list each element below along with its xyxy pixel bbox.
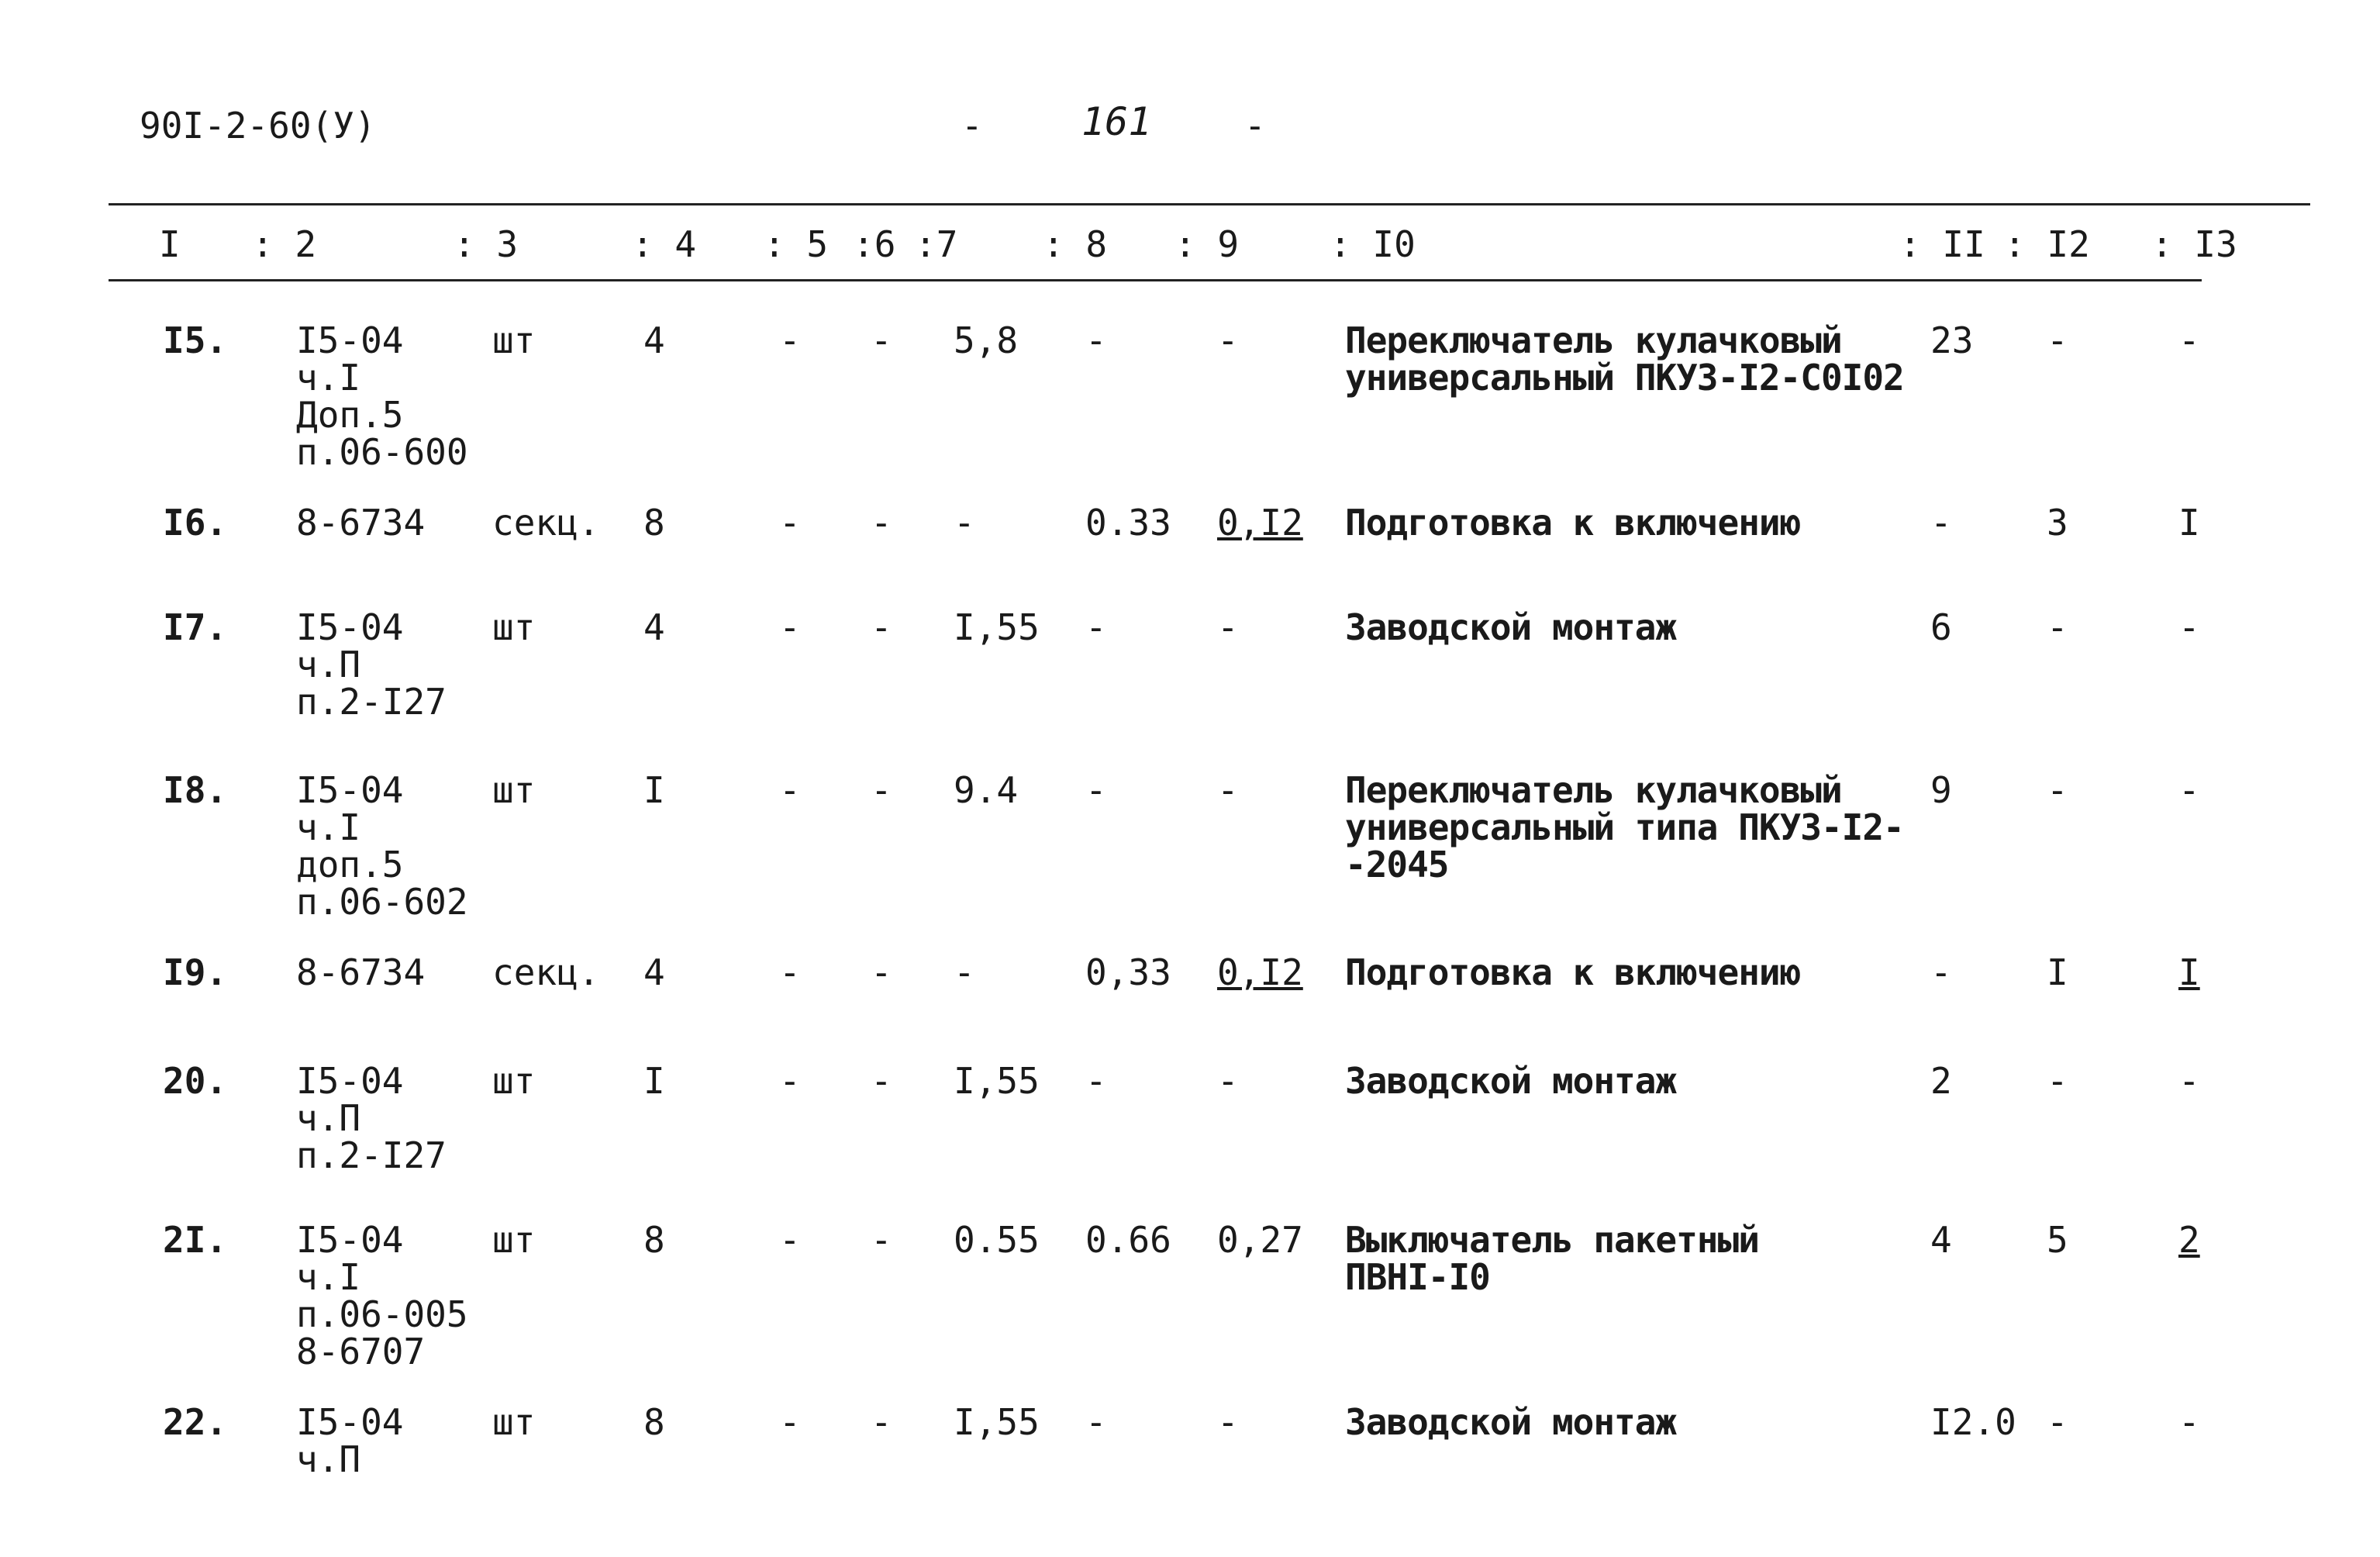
table-cell-c11: 9	[1930, 769, 1952, 811]
table-cell-c9: -	[1217, 1401, 1239, 1443]
table-cell-c6: -	[871, 502, 892, 544]
table-cell-c12: -	[2047, 319, 2068, 361]
table-cell-c10: Выключатель пакетный ПВНI-I0	[1345, 1219, 1759, 1298]
column-header: I	[159, 223, 181, 265]
table-cell-c12: -	[2047, 606, 2068, 648]
table-cell-c1: I5.	[163, 319, 228, 361]
table-cell-c8: 0,33	[1085, 951, 1171, 993]
table-cell-c2: I5-04 ч.П	[296, 1401, 404, 1480]
table-cell-c13: -	[2178, 1401, 2200, 1443]
table-cell-c13: 2	[2178, 1219, 2200, 1261]
table-cell-c6: -	[871, 1401, 892, 1443]
table-cell-c11: -	[1930, 951, 1952, 993]
table-cell-c3: секц.	[492, 951, 600, 993]
table-cell-c2: I5-04 ч.I доп.5 п.06-602	[296, 769, 468, 923]
document-code: 90I-2-60(У)	[140, 105, 376, 147]
table-cell-c12: -	[2047, 769, 2068, 811]
table-cell-c9: -	[1217, 769, 1239, 811]
table-cell-c6: -	[871, 769, 892, 811]
table-cell-c10: Заводской монтаж	[1345, 606, 1677, 648]
column-header: : 9	[1174, 223, 1240, 265]
table-cell-c2: I5-04 ч.I п.06-005 8-6707	[296, 1219, 468, 1372]
table-cell-c4: 8	[643, 1401, 665, 1443]
table-cell-c10: Заводской монтаж	[1345, 1060, 1677, 1102]
table-cell-c3: секц.	[492, 502, 600, 544]
table-cell-c2: I5-04 ч.I Доп.5 п.06-600	[296, 319, 468, 473]
table-cell-c4: 4	[643, 951, 665, 993]
table-cell-c1: I7.	[163, 606, 228, 648]
table-cell-c1: I6.	[163, 502, 228, 544]
table-cell-c2: I5-04 ч.П п.2-I27	[296, 606, 447, 723]
column-header: : 4	[632, 223, 697, 265]
table-cell-c7: -	[954, 502, 975, 544]
table-cell-c1: I9.	[163, 951, 228, 993]
table-cell-c9: 0,I2	[1217, 951, 1303, 993]
table-cell-c10: Подготовка к включению	[1345, 502, 1801, 544]
page-number: 161	[1081, 99, 1152, 144]
table-cell-c7: 5,8	[954, 319, 1019, 361]
table-cell-c1: 22.	[163, 1401, 228, 1443]
table-cell-c9: 0,27	[1217, 1219, 1303, 1261]
table-cell-c3: шт	[492, 319, 536, 361]
table-cell-c13: I	[2178, 502, 2200, 544]
table-cell-c4: 8	[643, 502, 665, 544]
table-cell-c1: 2I.	[163, 1219, 228, 1261]
table-cell-c12: -	[2047, 1060, 2068, 1102]
table-cell-c9: -	[1217, 1060, 1239, 1102]
table-cell-c13: -	[2178, 769, 2200, 811]
table-cell-c7: I,55	[954, 606, 1040, 648]
table-cell-c11: -	[1930, 502, 1952, 544]
table-cell-c5: -	[779, 1401, 801, 1443]
table-cell-c12: 5	[2047, 1219, 2068, 1261]
table-cell-c10: Подготовка к включению	[1345, 951, 1801, 993]
table-cell-c4: 4	[643, 319, 665, 361]
table-cell-c5: -	[779, 606, 801, 648]
table-cell-c8: -	[1085, 1401, 1107, 1443]
table-cell-c10: Заводской монтаж	[1345, 1401, 1677, 1443]
table-cell-c1: I8.	[163, 769, 228, 811]
table-cell-c7: -	[954, 951, 975, 993]
table-cell-c3: шт	[492, 606, 536, 648]
table-cell-c9: -	[1217, 319, 1239, 361]
table-cell-c4: 8	[643, 1219, 665, 1261]
table-cell-c7: 9.4	[954, 769, 1019, 811]
column-header: : 3	[454, 223, 519, 265]
table-cell-c6: -	[871, 319, 892, 361]
table-cell-c8: -	[1085, 606, 1107, 648]
table-cell-c7: I,55	[954, 1401, 1040, 1443]
table-cell-c9: -	[1217, 606, 1239, 648]
table-cell-c8: -	[1085, 1060, 1107, 1102]
table-cell-c2: I5-04 ч.П п.2-I27	[296, 1060, 447, 1176]
column-header: : 2	[252, 223, 317, 265]
table-cell-c12: -	[2047, 1401, 2068, 1443]
table-cell-c4: 4	[643, 606, 665, 648]
table-cell-c5: -	[779, 1219, 801, 1261]
table-cell-c11: 2	[1930, 1060, 1952, 1102]
table-cell-c11: 23	[1930, 319, 1974, 361]
table-cell-c5: -	[779, 951, 801, 993]
table-cell-c7: I,55	[954, 1060, 1040, 1102]
table-cell-c6: -	[871, 606, 892, 648]
table-cell-c9: 0,I2	[1217, 502, 1303, 544]
table-cell-c3: шт	[492, 1060, 536, 1102]
table-cell-c5: -	[779, 769, 801, 811]
table-cell-c10: Переключатель кулачковый универсальный типа ПКУЗ-I2- -2045	[1345, 769, 1904, 886]
table-cell-c8: 0.33	[1085, 502, 1171, 544]
table-cell-c13: -	[2178, 1060, 2200, 1102]
page-dash-left: -	[961, 105, 983, 147]
table-cell-c11: 4	[1930, 1219, 1952, 1261]
column-header: : I3	[2151, 223, 2237, 265]
table-cell-c3: шт	[492, 769, 536, 811]
table-cell-c5: -	[779, 1060, 801, 1102]
table-cell-c13: -	[2178, 319, 2200, 361]
table-cell-c11: 6	[1930, 606, 1952, 648]
table-cell-c4: I	[643, 769, 665, 811]
table-cell-c4: I	[643, 1060, 665, 1102]
column-header: : I2	[2004, 223, 2090, 265]
column-header: :7	[915, 223, 958, 265]
page-dash-right: -	[1244, 105, 1266, 147]
table-cell-c11: I2.0	[1930, 1401, 2016, 1443]
table-cell-c8: -	[1085, 769, 1107, 811]
table-cell-c8: 0.66	[1085, 1219, 1171, 1261]
table-cell-c8: -	[1085, 319, 1107, 361]
table-cell-c13: I	[2178, 951, 2200, 993]
table-cell-c13: -	[2178, 606, 2200, 648]
table-cell-c7: 0.55	[954, 1219, 1040, 1261]
table-cell-c1: 20.	[163, 1060, 228, 1102]
column-header: :6	[853, 223, 896, 265]
table-cell-c3: шт	[492, 1401, 536, 1443]
table-cell-c6: -	[871, 1060, 892, 1102]
table-cell-c5: -	[779, 319, 801, 361]
table-cell-c12: I	[2047, 951, 2068, 993]
column-header: : 8	[1043, 223, 1108, 265]
table-cell-c2: 8-6734	[296, 502, 426, 544]
table-cell-c2: 8-6734	[296, 951, 426, 993]
table-cell-c6: -	[871, 951, 892, 993]
table-cell-c5: -	[779, 502, 801, 544]
column-header: : II	[1899, 223, 1985, 265]
column-header: : 5	[764, 223, 829, 265]
table-cell-c12: 3	[2047, 502, 2068, 544]
table-cell-c10: Переключатель кулачковый универсальный ПКУЗ-I2-С0I02	[1345, 319, 1904, 399]
column-header: : I0	[1330, 223, 1416, 265]
table-cell-c6: -	[871, 1219, 892, 1261]
table-cell-c3: шт	[492, 1219, 536, 1261]
